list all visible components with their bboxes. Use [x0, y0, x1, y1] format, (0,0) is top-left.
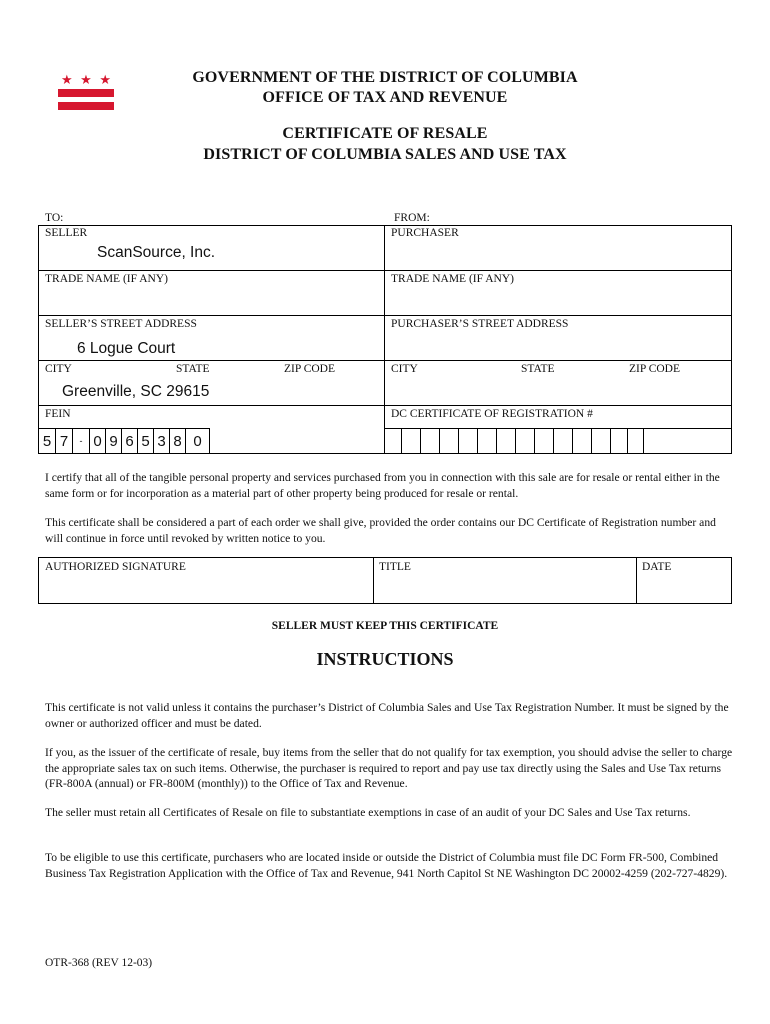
purchaser-state-label: STATE: [521, 363, 555, 375]
instruction-paragraph-3: The seller must retain all Certificates of Resale on file to substantiate exemptions in case of an audit of your DC Sales and Use Tax returns.: [45, 806, 691, 819]
fein-digit: 5: [38, 428, 55, 453]
keep-certificate-notice: SELLER MUST KEEP THIS CERTIFICATE: [271, 620, 499, 632]
fein-digit: 6: [121, 428, 137, 453]
seller-city-label: CITY: [45, 363, 72, 375]
purchaser-street-label: PURCHASER’S STREET ADDRESS: [391, 318, 569, 330]
purchaser-city-label: CITY: [391, 363, 418, 375]
seller-state-label: STATE: [176, 363, 210, 375]
title-label: TITLE: [379, 561, 411, 573]
seller-name-field[interactable]: ScanSource, Inc.: [97, 244, 216, 261]
seller-zip-label: ZIP CODE: [284, 363, 336, 375]
fein-digit: 0: [185, 428, 210, 453]
date-field[interactable]: [638, 575, 730, 602]
fein-digit: 7: [55, 428, 72, 453]
fein-digit: 9: [105, 428, 121, 453]
order-paragraph: This certificate shall be considered a part of each order we shall give, provided the order contains our DC Certificate of Registration number and will continue in force until revoked by written notice to you.: [45, 516, 716, 545]
header-tax: DISTRICT OF COLUMBIA SALES AND USE TAX: [203, 146, 567, 163]
date-label: DATE: [642, 561, 672, 573]
registration-label: DC CERTIFICATE OF REGISTRATION #: [391, 408, 593, 420]
star-icon: ★: [80, 72, 92, 87]
certify-paragraph: I certify that all of the tangible personal property and services purchased from you in connection with this sale are for resale or rental either in the same form or for incorporation as a material part of other property being produced for resale or rental.: [45, 471, 720, 500]
fein-dash: -: [72, 428, 89, 453]
purchaser-trade-name-label: TRADE NAME (IF ANY): [391, 273, 514, 285]
fein-digit: 8: [169, 428, 185, 453]
instruction-paragraph-1: This certificate is not valid unless it contains the purchaser’s District of Columbia Sales and Use Tax Registration Number. It must be signed by the owner or authorized officer and must be dated.: [45, 701, 729, 730]
seller-city-field[interactable]: Greenville, SC 29615: [62, 383, 210, 400]
instruction-paragraph-4: To be eligible to use this certificate, purchasers who are located inside or outside the District of Columbia must file DC Form FR-500, Combined Business Tax Registration Application with the Office of Tax and Revenue, 941 North Capitol St NE Washington DC 20002-4259 (202-727-4829).: [45, 851, 728, 880]
form-number: OTR-368 (REV 12-03): [45, 957, 153, 969]
header-office: OFFICE OF TAX AND REVENUE: [262, 89, 508, 106]
star-icon: ★: [61, 72, 73, 87]
header-certificate: CERTIFICATE OF RESALE: [282, 125, 488, 142]
seller-street-label: SELLER’S STREET ADDRESS: [45, 318, 197, 330]
fein-digit: 3: [153, 428, 169, 453]
header-government: GOVERNMENT OF THE DISTRICT OF COLUMBIA: [192, 69, 578, 86]
fein-digit: 0: [89, 428, 105, 453]
to-label: TO:: [45, 212, 64, 224]
fein-label: FEIN: [45, 408, 71, 420]
instruction-paragraph-2: If you, as the issuer of the certificate of resale, buy items from the seller that do not qualify for tax exemption, you should advise the seller to charge the appropriate sales tax on such items. Otherwise, the purchaser is required to report and pay use tax directly using the Sales and Use Tax returns (FR-800A (annual) or FR-800M (monthly)) to the Office of Tax and Revenue.: [45, 746, 733, 790]
seller-trade-name-label: TRADE NAME (IF ANY): [45, 273, 168, 285]
from-label: FROM:: [394, 212, 430, 224]
star-icon: ★: [99, 72, 111, 87]
fein-digit: 5: [137, 428, 153, 453]
signature-label: AUTHORIZED SIGNATURE: [45, 561, 186, 573]
signature-field[interactable]: [40, 575, 372, 602]
seller-label: SELLER: [45, 227, 88, 239]
purchaser-zip-label: ZIP CODE: [629, 363, 681, 375]
seller-street-field[interactable]: 6 Logue Court: [77, 340, 176, 357]
instructions-title: INSTRUCTIONS: [316, 649, 454, 669]
purchaser-label: PURCHASER: [391, 227, 459, 239]
title-field[interactable]: [375, 575, 635, 602]
